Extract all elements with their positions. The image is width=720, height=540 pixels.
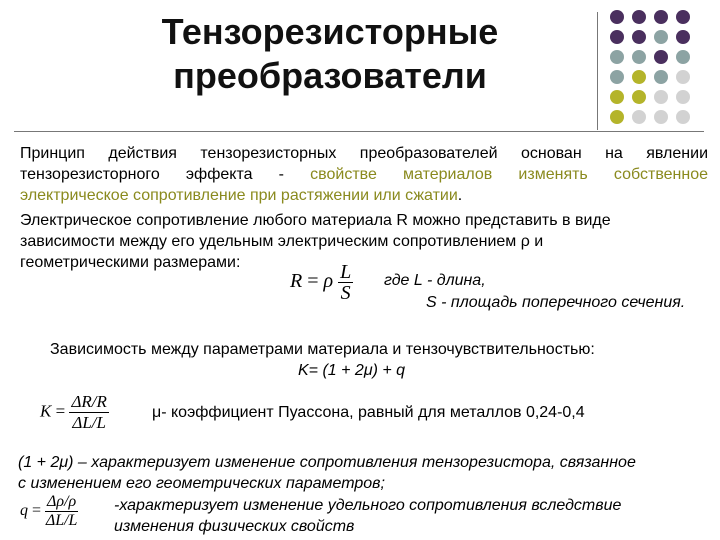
formula-resistance-rho: ρ: [323, 270, 334, 293]
decorative-dot: [632, 30, 646, 44]
title-line-1: Тензорезисторные: [161, 11, 499, 52]
formula-q-fraction: [45, 493, 78, 530]
where-length: где L - длина,: [384, 272, 486, 289]
sensitivity-heading: Зависимость между параметрами материала и тензочувствительностью:: [50, 341, 595, 358]
decorative-dot: [676, 30, 690, 44]
decorative-dot: [654, 30, 668, 44]
poisson-text: μ- коэффициент Пуассона, равный для металлов 0,24-0,4: [152, 404, 585, 421]
decorative-dot: [654, 10, 668, 24]
page-title: [110, 10, 550, 98]
decorative-dot: [632, 110, 646, 124]
sensitivity-formula: K= (1 + 2μ) + q: [298, 362, 406, 379]
formula-q: [20, 493, 78, 530]
formula-resistance-fraction: [338, 262, 353, 303]
decorative-dot: [632, 70, 646, 84]
horizontal-divider: [14, 131, 704, 132]
decorative-dot: [654, 110, 668, 124]
formula-gauge-factor: [40, 392, 109, 433]
decorative-dot: [632, 10, 646, 24]
formula-q-lhs: q: [20, 502, 28, 520]
where-area: S - площадь поперечного сечения.: [426, 294, 686, 311]
decorative-dot: [676, 90, 690, 104]
explain-line3: -характеризует изменение удельного сопротивления вследствие: [114, 497, 622, 514]
formula-resistance-lhs: R: [290, 270, 303, 293]
para1-line3-a: электрическое сопротивление при растяжении или сжатии: [20, 187, 458, 204]
decorative-dot: [632, 50, 646, 64]
formula-gauge-eq: =: [55, 401, 66, 421]
title-line-2: преобразователи: [173, 55, 487, 96]
para1-line3-b: .: [457, 187, 463, 204]
formula-resistance-eq: =: [307, 270, 319, 293]
decorative-dot: [676, 70, 690, 84]
formula-gauge-fraction: [69, 392, 108, 433]
formula-q-den: ΔL/L: [45, 512, 78, 529]
formula-resistance: [290, 262, 353, 303]
decorative-dot: [610, 90, 624, 104]
formula-gauge-num: ΔR/R: [71, 392, 107, 411]
decorative-dot: [676, 110, 690, 124]
explain-line1: (1 + 2μ) – характеризует изменение сопротивления тензорезистора, связанное: [18, 454, 636, 471]
para2-line2: зависимости между его удельным электрическим сопротивлением ρ и: [20, 233, 544, 250]
formula-gauge-den: ΔL/L: [72, 413, 106, 432]
decorative-dot: [632, 90, 646, 104]
decorative-dot: [676, 10, 690, 24]
formula-q-num: Δρ/ρ: [47, 493, 77, 510]
para1-line3: [20, 185, 462, 206]
explain-line4: изменения физических свойств: [114, 518, 355, 535]
formula-resistance-num: L: [340, 261, 352, 283]
para1-line1: Принцип действия тензорезисторных преобразователей основан на явлении: [20, 145, 708, 162]
decorative-dot: [610, 10, 624, 24]
decorative-dot: [610, 110, 624, 124]
formula-resistance-den: S: [340, 282, 351, 304]
para2-line3: геометрическими размерами:: [20, 254, 241, 271]
para1-line2: [20, 164, 708, 185]
decorative-dot-grid: [610, 10, 716, 130]
decorative-dot: [654, 50, 668, 64]
para1-line2-b: свойстве материалов изменять собственное: [284, 166, 709, 183]
decorative-dot: [610, 50, 624, 64]
para1-line2-a: тензорезисторного эффекта -: [20, 166, 284, 183]
decorative-dot: [610, 70, 624, 84]
formula-q-eq: =: [32, 502, 42, 520]
decorative-dot: [654, 70, 668, 84]
para2-line1: Электрическое сопротивление любого материала R можно представить в виде: [20, 212, 611, 229]
decorative-dot: [610, 30, 624, 44]
formula-gauge-lhs: K: [40, 401, 52, 421]
explain-line2: с изменением его геометрических параметров;: [18, 475, 385, 492]
decorative-dot: [676, 50, 690, 64]
vertical-divider: [597, 12, 598, 130]
decorative-dot: [654, 90, 668, 104]
